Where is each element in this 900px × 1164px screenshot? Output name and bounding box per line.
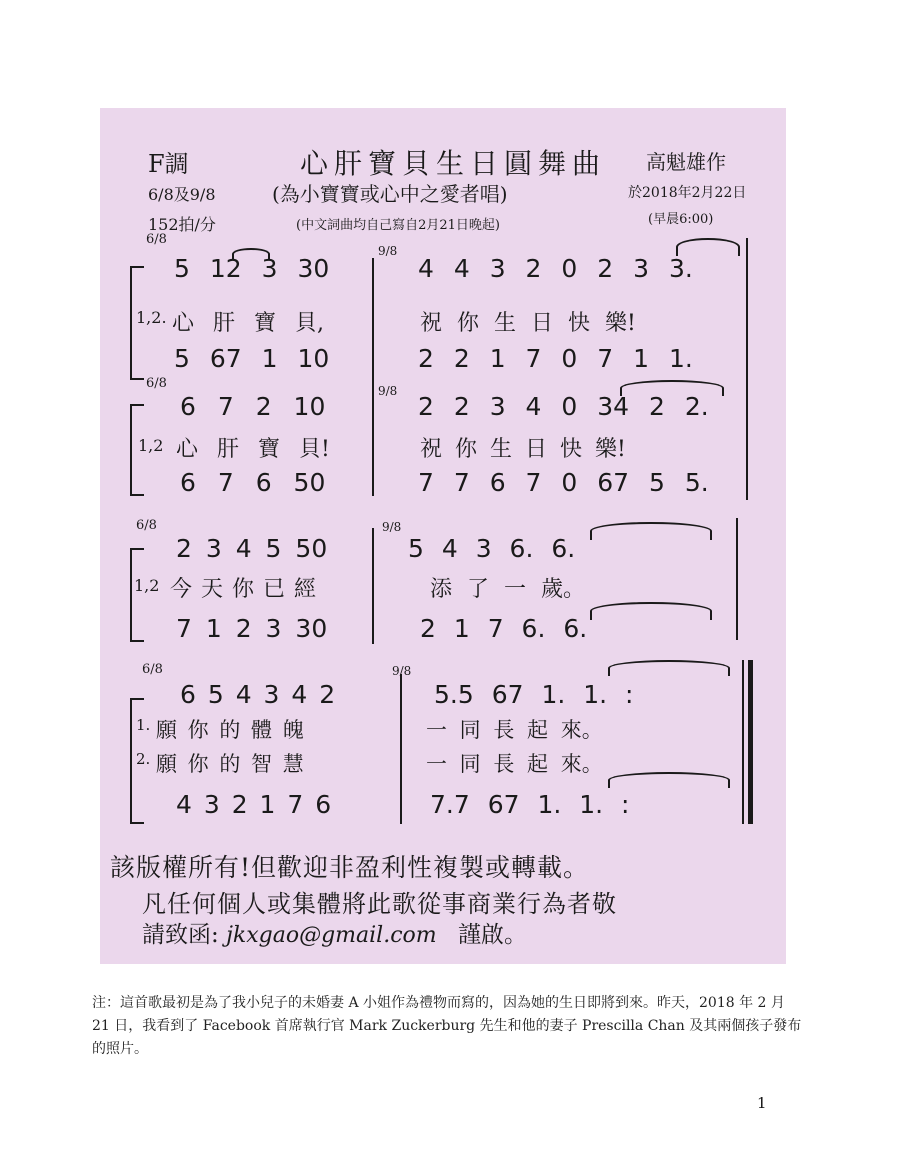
lyric-line: 心 肝 寶 貝, [172,311,324,336]
slur [620,380,724,396]
lyric-line: 一 同 長 起 來。 [426,752,603,776]
footnote-paragraph: 注：這首歌最初是為了我小兒子的未婚妻 A 小姐作為禮物而寫的，因為她的生日即將到來。昨天，2018 年 2 月 21 日，我看到了 Facebook 首席執行官 Mark Zuckerburg 先生和他的妻子 Prescilla Chan 及其兩個孩子發布的照片。 [92,995,802,1057]
barline [746,238,748,378]
verse-label: 1,2. [136,308,167,327]
melody-line: 6 7 2 10 [180,392,326,421]
lyric-line: 願 你 的 智 慧 [156,752,304,776]
bass-line: 7 1 2 3 30 [176,614,328,643]
copyright-line [142,916,527,949]
slur [608,772,730,788]
system-bracket [130,404,132,496]
bracket-top [130,548,144,550]
verse-label: 1,2 [134,576,160,595]
slur [590,522,712,540]
melody-line: 6 5 4 3 4 2 [180,680,336,709]
bass-line: 2 2 1 7 0 7 1 1. [418,344,693,373]
bass-line: 6 7 6 50 [180,468,326,497]
bracket-top [130,698,144,700]
bracket-top [130,404,144,406]
lyric-line: 今 天 你 已 經 [170,577,316,602]
contact-email: jkxgao@gmail.com [226,923,437,948]
melody-line: 4 4 3 2 0 2 3 3. [418,254,693,283]
time-signature-9-8: 9/8 [382,520,402,534]
bracket-bottom [130,378,144,380]
lyric-line: 祝 你 生 日 快 樂! [420,437,626,462]
system-bracket [130,548,132,642]
copyright-contact-label: 請致函: [142,922,219,948]
verse-label: 1,2 [138,436,164,455]
time-signature-6-8: 6/8 [146,232,167,247]
bracket-bottom [130,822,144,824]
bracket-bottom [130,494,144,496]
system-bracket [130,266,132,380]
slur [608,660,730,676]
composer: 高魁雄作 [646,150,726,174]
slur [232,248,270,260]
time-signature-6-8: 6/8 [142,662,163,677]
copyright-line: 該版權所有!但歡迎非盈利性複製或轉載。 [110,853,590,882]
subtitle: (為小寶寶或心中之愛者唱) [272,182,508,206]
composition-date: 於2018年2月22日 [628,185,747,201]
bass-line: 7.7 67 1. 1. : [430,790,630,819]
time-signature-9-8: 9/8 [392,664,412,678]
bass-line: 7 7 6 7 0 67 5 5. [418,468,709,497]
repeat-barline [742,660,744,824]
lyrics-note: (中文詞曲均自己寫自2月21日晚起) [296,218,500,233]
page-number: 1 [757,1094,767,1112]
barline [372,528,374,644]
bracket-top [130,266,144,268]
copyright-signoff: 謹啟。 [457,922,527,948]
copyright-line: 凡任何個人或集體將此歌從事商業行為者敬 [142,890,617,918]
melody-line: 2 3 4 5 50 [176,534,328,563]
melody-line: 5.5 67 1. 1. : [434,680,634,709]
lyric-line: 願 你 的 體 魄 [156,718,304,742]
barline [400,674,402,824]
time-signature-9-8: 9/8 [378,244,398,258]
verse-label: 1. [136,716,151,734]
song-title: 心肝寶貝生日圓舞曲 [300,147,607,180]
bass-line: 4 3 2 1 7 6 [176,790,332,819]
lyric-line: 一 同 長 起 來。 [426,718,603,742]
time-signature-6-8: 6/8 [136,518,157,533]
time-signature-6-8: 6/8 [146,376,167,391]
barline [372,380,374,496]
slur [676,238,740,256]
handwritten-score-sheet [100,108,786,964]
lyric-line: 添 了 一 歲。 [430,577,585,602]
barline [746,378,748,500]
time-signature-9-8: 9/8 [378,384,398,398]
lyric-line: 祝 你 生 日 快 樂! [420,311,636,336]
melody-line: 2 2 3 4 0 34 2 2. [418,392,709,421]
barline [372,258,374,380]
time-note: (早晨6:00) [648,212,714,227]
bass-line: 5 67 1 10 [174,344,330,373]
barline [736,518,738,640]
verse-label: 2. [136,750,151,768]
bass-line: 2 1 7 6. 6. [420,614,588,643]
final-barline [748,660,753,824]
lyric-line: 心 肝 寶 貝! [176,437,330,462]
key-signature: F調 [148,150,189,178]
slur [590,602,712,620]
melody-line: 5 12 3 30 [174,254,330,283]
time-signature-note: 6/8及9/8 [148,185,216,204]
melody-line: 5 4 3 6. 6. [408,534,576,563]
bracket-bottom [130,640,144,642]
tempo: 152拍/分 [148,215,216,234]
system-bracket [130,698,132,824]
